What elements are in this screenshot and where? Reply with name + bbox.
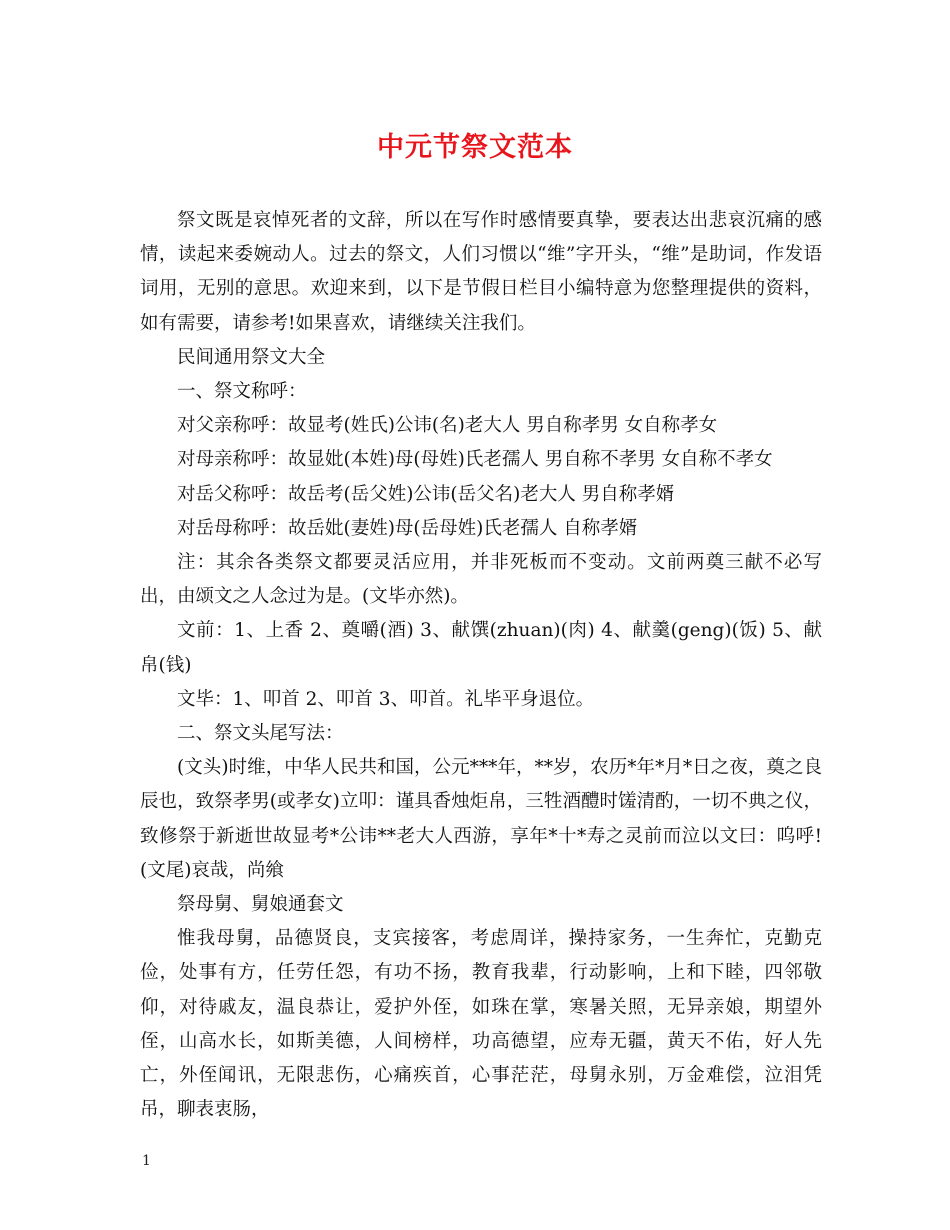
paragraph-head-tail: (文头)时维，中华人民共和国，公元***年，**岁，农历*年*月*日之夜，奠之良辰也，致祭孝男(或孝女)立叩：谨具香烛炬帛，三牲酒醴时馐清酌，一切不典之仪，致修祭于新逝世故显考*公讳**老大人西游，享年*十*寿之灵前而泣以文曰：呜呼!(文尾)哀哉，尚飨: [140, 757, 822, 881]
paragraph-note: 注：其余各类祭文都要灵活应用，并非死板而不变动。文前两奠三献不必写出，由颂文之人念过为是。(文毕亦然)。: [140, 552, 822, 608]
paragraph-after-text: 文毕：1、叩首 2、叩首 3、叩首。礼毕平身退位。: [177, 688, 595, 710]
paragraph-before-text: 文前：1、上香 2、奠嚼(酒) 3、献馔(zhuan)(肉) 4、献羹(geng)(饭) 5、献帛(钱): [140, 620, 822, 676]
document-body: [140, 204, 822, 1127]
heading-uncle-aunt: 祭母舅、舅娘通套文: [177, 894, 344, 916]
paragraph-father-in-law-title: 对岳父称呼：故岳考(岳父姓)公讳(岳父名)老大人 男自称孝婿: [177, 483, 675, 505]
paragraph-intro: 祭文既是哀悼死者的文辞，所以在写作时感情要真挚，要表达出悲哀沉痛的感情，读起来委婉动人。过去的祭文，人们习惯以“维”字开头，“维”是助词，作发语词用，无别的意思。欢迎来到，以下是节假日栏目小编特意为您整理提供的资料，如有需要，请参考!如果喜欢，请继续关注我们。: [140, 210, 822, 334]
page-title: 中元节祭文范本: [377, 132, 573, 163]
paragraph-mother-in-law-title: 对岳母称呼：故岳妣(妻姓)母(岳母姓)氏老孺人 自称孝婿: [177, 517, 638, 539]
paragraph-mother-title: 对母亲称呼：故显妣(本姓)母(母姓)氏老孺人 男自称不孝男 女自称不孝女: [177, 449, 773, 471]
section-heading-titles: 一、祭文称呼：: [177, 381, 307, 403]
paragraph-uncle-eulogy: 惟我母舅，品德贤良，支宾接客，考虑周详，操持家务，一生奔忙，克勤克俭，处事有方，任劳任怨，有功不扬，教育我辈，行动影响，上和下睦，四邻敬仰，对待戚友，温良恭让，爱护外侄，如珠在掌，寒暑关照，无异亲娘，期望外侄，山高水长，如斯美德，人间榜样，功高德望，应寿无疆，黄天不佑，好人先亡，外侄闻讯，无限悲伤，心痛疾首，心事茫茫，母舅永别，万金难偿，泣泪凭吊，聊表衷肠，: [140, 928, 822, 1121]
paragraph-father-title: 对父亲称呼：故显考(姓氏)公讳(名)老大人 男自称孝男 女自称孝女: [177, 415, 718, 437]
page-number: 1: [142, 1153, 151, 1169]
section-heading-format: 二、祭文头尾写法：: [177, 723, 344, 745]
heading-folk-eulogy: 民间通用祭文大全: [177, 346, 326, 368]
